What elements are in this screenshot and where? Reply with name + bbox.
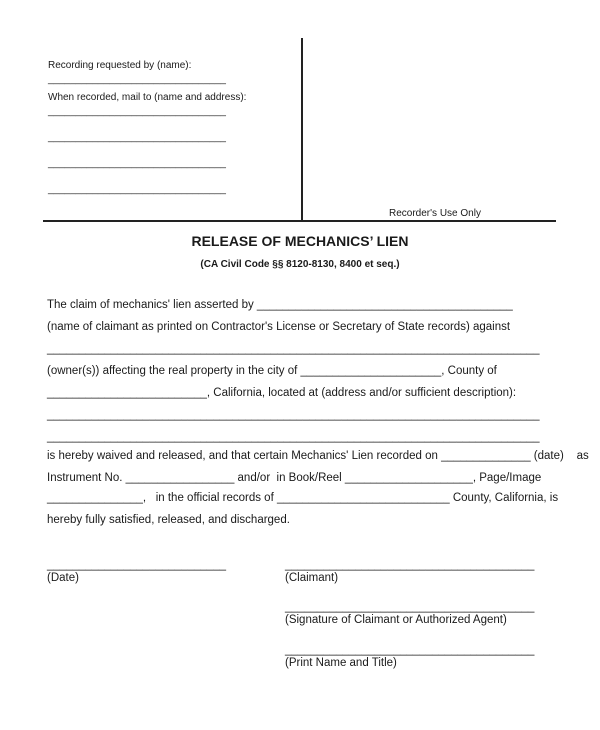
document-title: RELEASE OF MECHANICS’ LIEN: [191, 233, 409, 249]
body-line-7: _____________________________________________________________________________: [47, 431, 540, 443]
date-label: (Date): [47, 572, 79, 584]
recorders-use-label: Recorder's Use Only: [389, 208, 481, 219]
header-divider-horizontal: [43, 220, 556, 222]
body-line-6: _____________________________________________________________________________: [47, 409, 540, 421]
date-field[interactable]: ____________________________: [47, 559, 227, 571]
address-line-4[interactable]: ________________________________: [48, 184, 226, 195]
body-line-4: (owner(s)) affecting the real property in the city of ______________________, County of: [47, 365, 497, 377]
recording-requested-field[interactable]: ________________________________: [48, 74, 226, 85]
body-line-3: _____________________________________________________________________________: [47, 343, 540, 355]
body-line-8: is hereby waived and released, and that certain Mechanics' Lien recorded on ______________ (date) as: [47, 450, 589, 462]
body-line-11: hereby fully satisfied, released, and discharged.: [47, 514, 290, 526]
address-line-3[interactable]: ________________________________: [48, 158, 226, 169]
body-line-1: The claim of mechanics' lien asserted by ________________________________________: [47, 299, 513, 311]
recording-requested-label: Recording requested by (name):: [48, 60, 192, 71]
claimant-label: (Claimant): [285, 572, 339, 584]
claimant-field[interactable]: _______________________________________: [285, 559, 535, 571]
signature-field[interactable]: _______________________________________: [285, 601, 535, 613]
mail-to-label: When recorded, mail to (name and address):: [48, 92, 247, 103]
print-name-label: (Print Name and Title): [285, 657, 397, 669]
print-name-field[interactable]: _______________________________________: [285, 644, 535, 656]
address-line-1[interactable]: ________________________________: [48, 106, 226, 117]
body-line-2: (name of claimant as printed on Contractor's License or Secretary of State records) against: [47, 321, 511, 333]
signature-label: (Signature of Claimant or Authorized Agent): [285, 614, 507, 626]
body-line-5: _________________________, California, located at (address and/or sufficient description):: [47, 387, 517, 399]
address-line-2[interactable]: ________________________________: [48, 132, 226, 143]
header-divider-vertical: [301, 38, 303, 222]
document-subtitle: (CA Civil Code §§ 8120-8130, 8400 et seq.): [200, 259, 400, 270]
body-line-10: _______________, in the official records of ___________________________ County, California, is: [47, 492, 559, 504]
body-line-9: Instrument No. _________________ and/or in Book/Reel ____________________, Page/Image: [47, 472, 542, 484]
